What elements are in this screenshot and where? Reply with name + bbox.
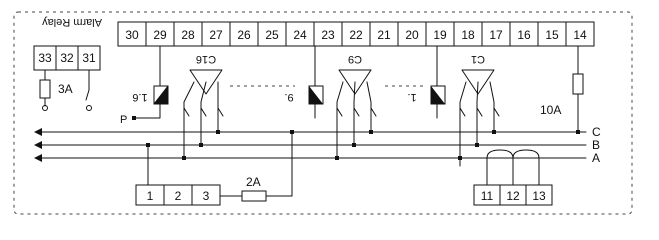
terminal-25: 25 xyxy=(265,28,279,42)
terminal-20: 20 xyxy=(405,28,419,42)
contactor-group xyxy=(182,53,499,160)
alarm-relay-title: Alarm Relay xyxy=(42,16,102,28)
alarm-terminal-32: 32 xyxy=(60,51,74,65)
contactor-c1-label: C1 xyxy=(470,53,486,65)
terminal-19: 19 xyxy=(433,28,447,42)
busbars xyxy=(34,125,601,165)
terminal-14: 14 xyxy=(573,28,587,42)
control-terminals xyxy=(136,130,294,205)
terminal-28: 28 xyxy=(181,28,195,42)
phase-b-label: B xyxy=(592,138,601,152)
terminal-16: 16 xyxy=(517,28,531,42)
coil-c16-label: 1.6 xyxy=(132,91,148,103)
terminal-15: 15 xyxy=(545,28,559,42)
ct-terminal-11: 11 xyxy=(480,189,494,203)
contactor-c16-label: C16 xyxy=(195,53,217,65)
phase-a-label: A xyxy=(592,151,601,165)
terminal-27: 27 xyxy=(209,28,223,42)
control-terminal-2: 2 xyxy=(174,189,182,203)
contactor-c9-label: C9 xyxy=(347,53,363,65)
alarm-fuse xyxy=(40,80,50,98)
terminal-strip xyxy=(118,22,594,46)
supply-fuse xyxy=(540,46,583,134)
coil-c9 xyxy=(284,46,323,104)
terminal-18: 18 xyxy=(461,28,475,42)
contactor-c9 xyxy=(335,53,376,160)
terminal-17: 17 xyxy=(489,28,503,42)
terminal-22: 22 xyxy=(349,28,363,42)
terminal-21: 21 xyxy=(377,28,391,42)
supply-fuse-label: 10A xyxy=(540,103,562,117)
control-terminal-3: 3 xyxy=(202,189,210,203)
contactor-c1 xyxy=(458,53,499,160)
alarm-relay xyxy=(34,16,102,111)
control-fuse-label: 2A xyxy=(246,175,261,189)
alarm-terminal-33: 33 xyxy=(38,51,52,65)
terminal-26: 26 xyxy=(237,28,251,42)
coil-c9-label: 9. xyxy=(284,91,294,103)
terminal-24: 24 xyxy=(293,28,307,42)
coil-c16 xyxy=(132,46,168,104)
alarm-fuse-label: 3A xyxy=(58,82,73,96)
ct-terminal-12: 12 xyxy=(506,189,520,203)
terminal-29: 29 xyxy=(153,28,167,42)
alarm-terminal-31: 31 xyxy=(82,51,96,65)
terminal-23: 23 xyxy=(321,28,335,42)
phase-c-label: C xyxy=(592,125,601,139)
coil-c1 xyxy=(407,46,445,104)
control-fuse xyxy=(242,191,266,201)
ct-terminal-13: 13 xyxy=(532,189,546,203)
contactor-c16 xyxy=(182,53,223,160)
control-terminal-1: 1 xyxy=(146,189,154,203)
coil-c1-label: 1. xyxy=(407,91,417,103)
neutral-label: P xyxy=(120,114,128,126)
terminal-30: 30 xyxy=(125,28,139,42)
